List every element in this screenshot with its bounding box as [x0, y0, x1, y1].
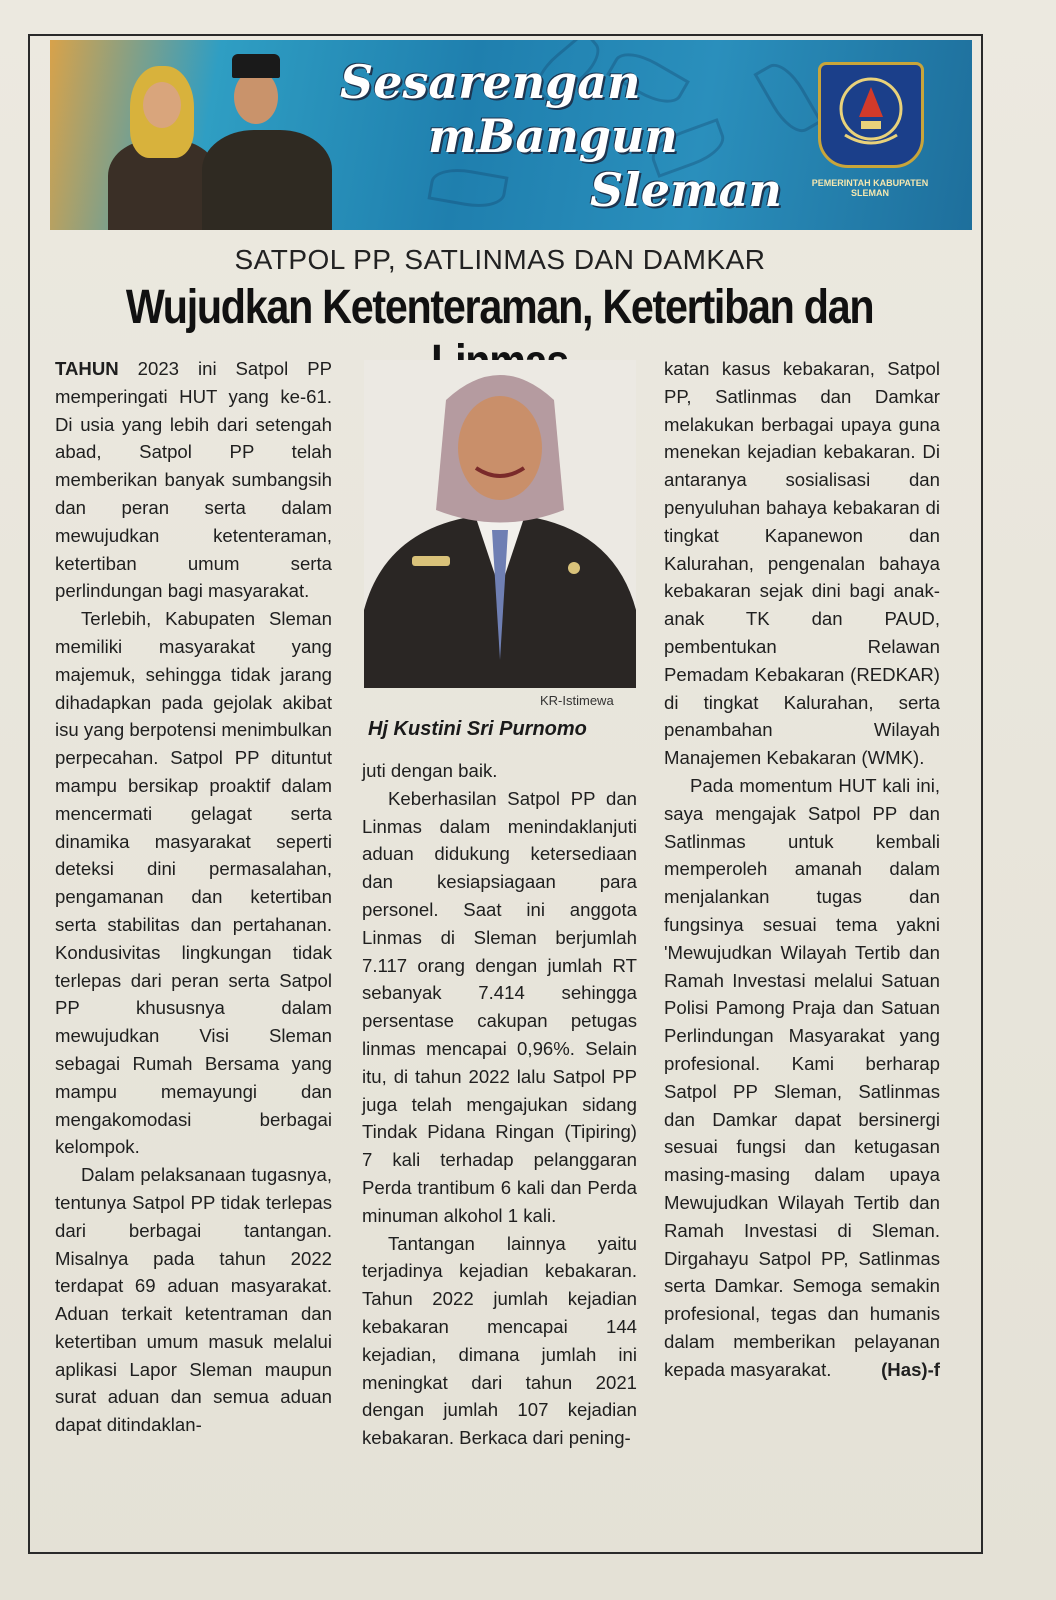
person-face — [234, 70, 278, 124]
paragraph-text: Pada momentum HUT kali ini, saya mengajak Satpol PP dan Satlinmas untuk kembali memperoleh amanah dalam menjalankan tugas dan fungsinya sesuai tema yakni 'Mewujudkan Wilayah Tertib dan Ramah Investasi melalui Satuan Polisi Pamong Praja dan Satuan Perlindungan Masyarakat yang profesional. Kami berharap Satpol PP Sleman, Satlinmas dan Damkar dapat bersinergi sesuai fungsi dan ketugasan masing-masing dalam upaya Mewujudkan Wilayah Tertib dan Ramah Investasi di Sleman. Dirgahayu Satpol PP, Satlinmas serta Damkar. Semoga semakin profesional, tegas dan humanis dalam memberikan pelayanan kepada masyarakat. — [664, 774, 940, 1380]
article-headline: Wujudkan Ketenteraman, Ketertiban dan — [125, 281, 874, 334]
photo-credit: KR-Istimewa — [540, 693, 614, 708]
paragraph: Terlebih, Kabupaten Sleman memiliki masyarakat yang majemuk, sehingga tidak jarang dihadapkan pada gejolak akibat isu yang berpotensi menimbulkan perpecahan. Satpol PP dituntut mampu bersikap proaktif dalam mencermati gelagat serta dinamika masyarakat seperti deteksi dini permasalahan, pengamanan dan ketertiban serta stabilitas dan pertahanan. Kondusivitas lingkungan tidak terlepas dari peran serta Satpol PP khususnya dalam mewujudkan Visi Sleman sebagai Rumah Bersama yang mampu memayungi dan mengakomodasi berbagai kelompok. — [55, 608, 332, 1158]
crest-emblem-icon — [821, 65, 921, 165]
paragraph: katan kasus kebakaran, Satpol PP, Satlinmas dan Damkar melakukan berbagai upaya guna menekan kejadian kebakaran. Di antaranya sosialisasi dan penyuluhan bahaya kebakaran di tingkat Kapanewon dan Kalurahan, pengenalan bahaya kebakaran sejak dini bagi anak-anak TK dan PAUD, pembentukan Relawan Pemadam Kebakaran (REDKAR) di tingkat Kalurahan, serta penambahan Wilayah Manajemen Kebakaran (WMK). — [664, 358, 940, 769]
paragraph: juti dengan baik. — [362, 760, 498, 781]
person-cap — [232, 54, 280, 78]
photo-caption: Hj Kustini Sri Purnomo — [368, 718, 587, 740]
regency-crest-icon — [818, 62, 924, 168]
paragraph — [664, 772, 940, 1384]
portrait-photo — [364, 360, 636, 688]
lead-word: TAHUN — [55, 358, 119, 379]
paragraph-text: 2023 ini Satpol PP memperingati HUT yang ke-61. Di usia yang lebih dari setengah abad, Satpol PP telah memberikan banyak sumbangsih dan peran serta dalam mewujudkan ketenteraman, ketertiban umum serta perlindungan bagi masyarakat. — [55, 358, 332, 602]
person-face — [143, 82, 181, 128]
paragraph — [55, 355, 332, 605]
article-column-1 — [55, 355, 332, 1515]
slogan-line-2: mBangun — [428, 109, 678, 163]
article-kicker: SATPOL PP, SATLINMAS DAN DAMKAR — [234, 244, 766, 275]
paragraph: Tantangan lainnya yaitu terjadinya kejadian kebakaran. Tahun 2022 jumlah kejadian kebakaran mencapai 144 kejadian, dimana jumlah ini meningkat dari tahun 2021 dengan jumlah 107 kejadian kebakaran. Berkaca dari pening- — [362, 1232, 637, 1449]
slogan-line-1: Sesarengan — [340, 55, 641, 109]
slogan-line-3: Sleman — [590, 163, 782, 217]
leaf-ornament — [753, 56, 822, 140]
paragraph: Dalam pelaksanaan tugasnya, tentunya Satpol PP tidak terlepas dari berbagai tantangan. Misalnya pada tahun 2022 terdapat 69 aduan masyarakat. Aduan terkait ketentraman dan ketertiban umum masuk melalui aplikasi Lapor Sleman maupun surat aduan dan semua aduan dapat ditindaklan- — [55, 1164, 332, 1436]
article-column-3 — [664, 355, 940, 1515]
author-signature: (Has)-f — [881, 1358, 940, 1380]
article-column-2 — [362, 757, 637, 1517]
crest-caption: PEMERINTAH KABUPATEN SLEMAN — [811, 178, 929, 198]
leaf-ornament — [427, 164, 508, 213]
paragraph: Keberhasilan Satpol PP dan Linmas dalam menindaklanjuti aduan didukung ketersediaan dan kesiapsiagaan para personel. Saat ini anggota Linmas di Sleman berjumlah 7.117 orang dengan jumlah RT sebanyak 7.414 sehingga persentase cakupan petugas linmas mencapai 0,96%. Selain itu, di tahun 2022 lalu Satpol PP juga telah mengajukan sidang Tindak Pidana Ringan (Tipiring) 7 kali terhadap pelanggaran Perda trantibum 6 kali dan Perda minuman alkohol 1 kali. — [362, 787, 637, 1226]
portrait-illustration — [364, 360, 636, 688]
person-body — [202, 130, 332, 230]
